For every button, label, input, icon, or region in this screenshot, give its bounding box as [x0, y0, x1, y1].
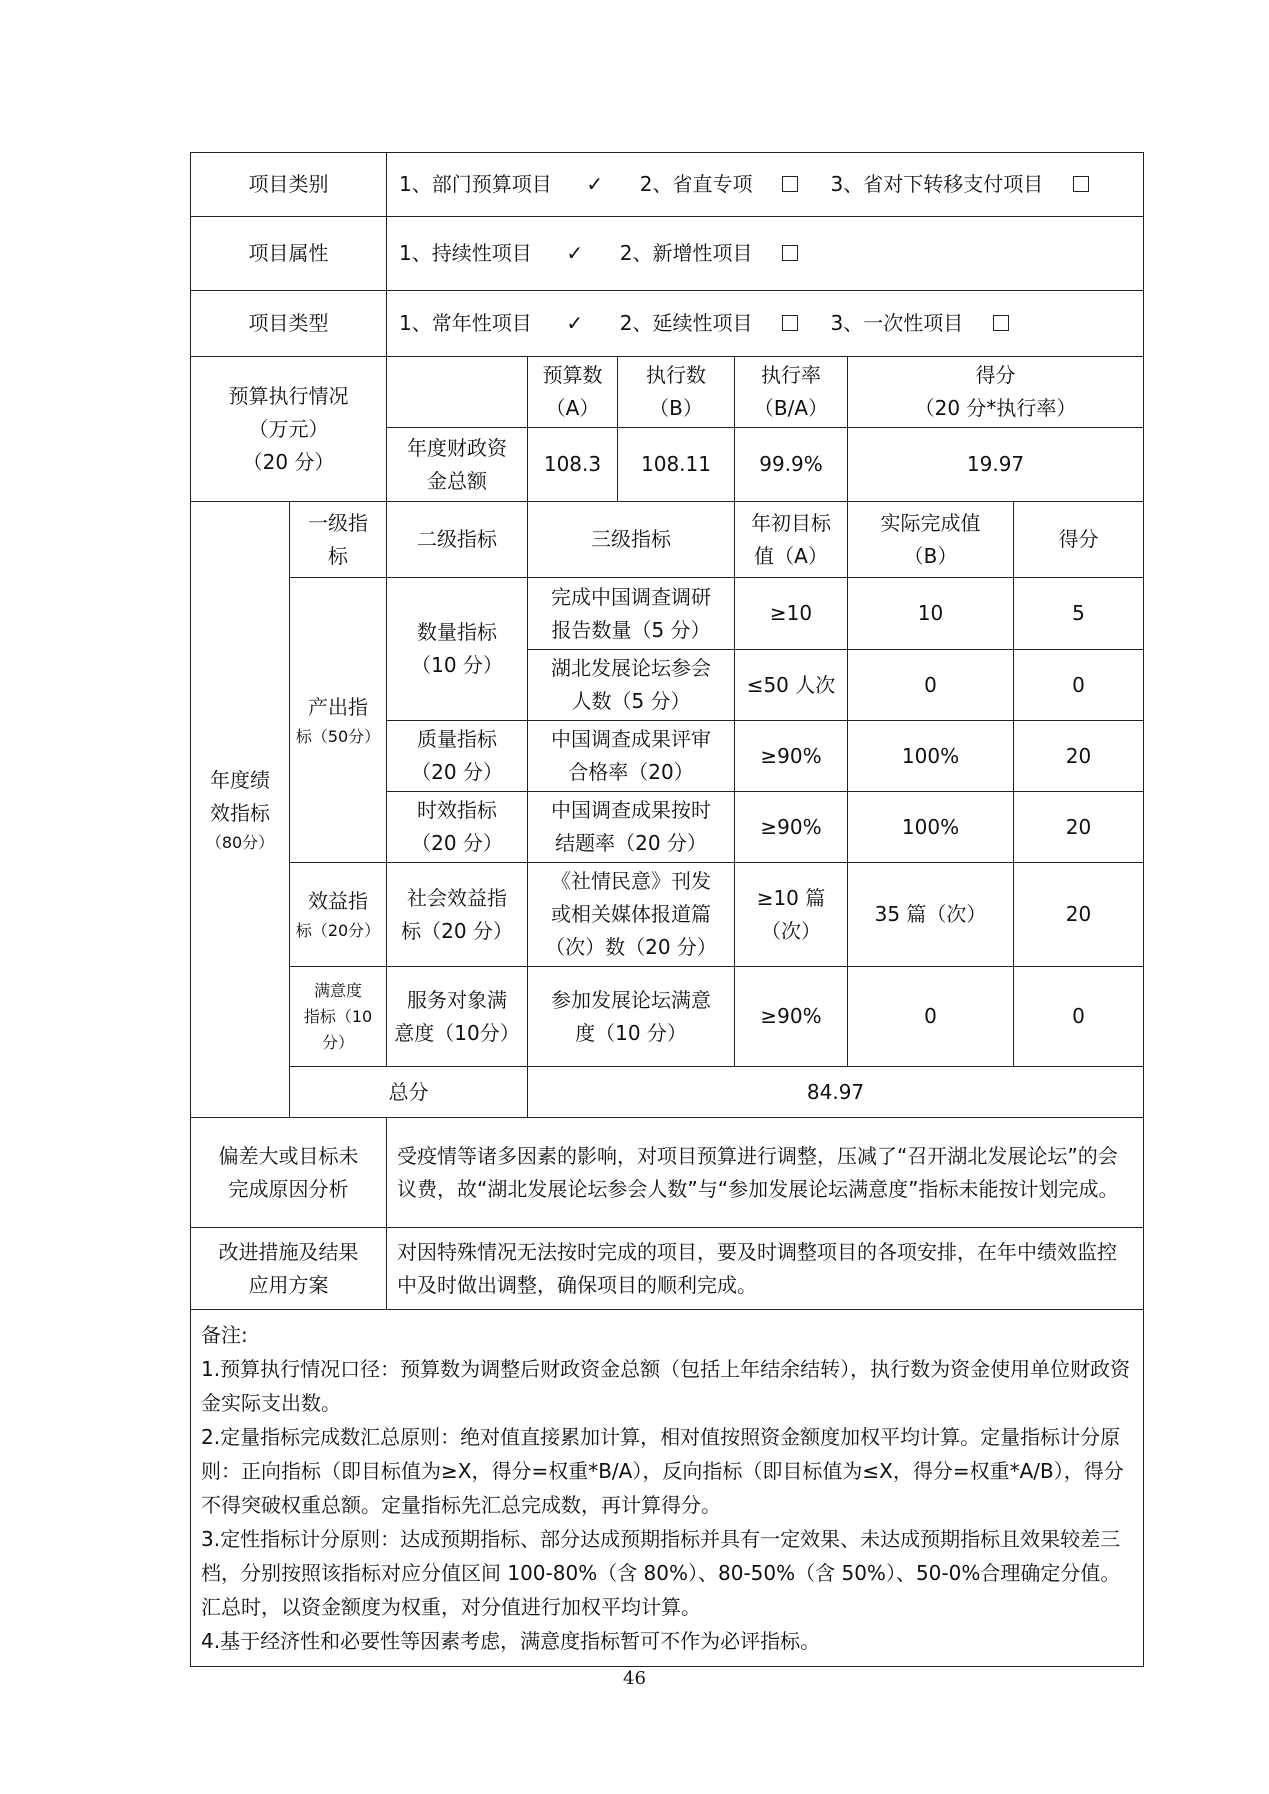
label-text: 效益指 [308, 889, 368, 913]
header-text: （B） [903, 543, 958, 568]
header-text: 执行率 [761, 363, 821, 387]
target-cell: ≥10 [735, 578, 848, 650]
budget-label [191, 357, 387, 502]
notes-block [191, 1310, 1144, 1667]
header-text: 一级指 [308, 510, 368, 535]
label-text: 数量指标 [417, 620, 497, 644]
checkbox-empty-icon [1073, 176, 1089, 192]
exec-value: 108.11 [618, 428, 735, 502]
type-option-1: 1、常年性项目 [399, 311, 532, 335]
row-notes [191, 1310, 1144, 1667]
section-text: （80分） [205, 832, 275, 852]
header-text: 执行数 [646, 363, 706, 387]
output-indicator-label [290, 578, 387, 863]
cell-text: 人数（5 分） [571, 689, 691, 713]
type-option-3: 3、一次性项目 [830, 311, 964, 335]
level3-cell [528, 721, 735, 792]
cell-text: （次）数（20 分） [545, 935, 717, 959]
category-label: 项目类别 [191, 153, 387, 217]
header-text: 实际完成值 [880, 510, 981, 535]
label-text: 偏差大或目标未 [218, 1143, 359, 1168]
category-option-1: 1、部门预算项目 [399, 172, 552, 196]
header-score [848, 357, 1144, 428]
note-item: 2.定量指标完成数汇总原则：绝对值直接累加计算，相对值按照资金额度加权平均计算。定量指标计分原则：正向指标（即目标值为≥X，得分=权重*B/A），反向指标（即目标值为≤X，得分=权重*A/B），得分不得突破权重总额。定量指标先汇总完成数，再计算得分。 [201, 1425, 1124, 1517]
note-item: 3.定性指标计分原则：达成预期指标、部分达成预期指标并具有一定效果、未达成预期指标且效果较差三档，分别按照该指标对应分值区间 100-80%（含 80%）、80-50%（含 50%）、50-0%合理确定分值。汇总时，以资金额度为权重，对分值进行加权平均计算。 [201, 1527, 1121, 1619]
header-text: （B） [649, 396, 703, 420]
header-text: 值（A） [754, 543, 828, 568]
header-text: （A） [545, 396, 600, 420]
actual-cell: 0 [848, 650, 1014, 721]
checkbox-empty-icon [782, 245, 798, 261]
actual-cell: 0 [848, 967, 1014, 1067]
label-text: 产出指 [308, 694, 368, 719]
row-total [191, 1067, 1144, 1118]
label-text: 满意度 [313, 980, 362, 1000]
type-option-2: 2、延续性项目 [619, 311, 753, 335]
actual-cell: 100% [848, 721, 1014, 792]
note-item: 1.预算执行情况口径：预算数为调整后财政资金总额（包括上年结余结转），执行数为资金使用单位财政资金实际支出数。 [201, 1357, 1131, 1415]
header-text: （20 分*执行率） [914, 396, 1077, 420]
category-option-2: 2、省直专项 [639, 172, 753, 196]
deviation-label [191, 1118, 387, 1228]
deviation-text: 受疫情等诸多因素的影响，对项目预算进行调整，压减了“召开湖北发展论坛”的会议费，故“湖北发展论坛参会人数”与“参加发展论坛满意度”指标未能按计划完成。 [387, 1118, 1144, 1228]
table-row [191, 967, 1144, 1067]
cell-text: 或相关媒体报道篇 [551, 902, 711, 926]
category-options [387, 153, 1144, 217]
actual-cell: 35 篇（次） [848, 863, 1014, 967]
cell-text: 完成中国调查调研 [551, 584, 711, 609]
cell-text: 报告数量（5 分） [551, 617, 711, 642]
notes-title: 备注: [201, 1323, 248, 1347]
social-indicator-label [387, 863, 528, 967]
label-text: 完成原因分析 [228, 1176, 349, 1201]
target-cell: ≤50 人次 [735, 650, 848, 721]
attribute-option-2: 2、新增性项目 [619, 241, 753, 265]
label-text: 意度（10分） [394, 1020, 520, 1045]
table-row [191, 578, 1144, 650]
score-cell: 0 [1014, 650, 1144, 721]
row-deviation [191, 1118, 1144, 1228]
row-project-category [191, 153, 1144, 217]
check-icon: ✓ [566, 311, 584, 335]
improvement-text: 对因特殊情况无法按时完成的项目，要及时调整项目的各项安排，在年中绩效监控中及时做出调整，确保项目的顺利完成。 [387, 1228, 1144, 1310]
total-label: 总分 [290, 1067, 528, 1118]
label-text: 分） [321, 1032, 354, 1052]
note-item: 4.基于经济性和必要性等因素考虑，满意度指标暂可不作为必评指标。 [201, 1629, 821, 1653]
header-text: 预算数 [542, 363, 603, 387]
label-text: 应用方案 [248, 1272, 329, 1297]
level3-cell [528, 863, 735, 967]
level3-cell [528, 650, 735, 721]
checkbox-empty-icon [993, 315, 1009, 331]
attribute-label: 项目属性 [191, 217, 387, 291]
target-cell: ≥90% [735, 792, 848, 863]
cell-text: 《社情民意》刊发 [551, 869, 711, 893]
label-text: （20 分） [411, 760, 503, 784]
improvement-label [191, 1228, 387, 1310]
type-options [387, 291, 1144, 357]
cell-text: （次） [761, 918, 821, 943]
header-level2: 二级指标 [387, 502, 528, 578]
label-text: 标（50分） [295, 726, 381, 746]
label-text: 改进措施及结果 [218, 1239, 359, 1264]
header-text: （B/A） [753, 396, 829, 420]
header-actual [848, 502, 1014, 578]
label-text: （20 分） [411, 831, 503, 855]
performance-table [190, 152, 1144, 1667]
level3-cell [528, 792, 735, 863]
header-text: 年初目标 [751, 510, 831, 535]
label-text: 金总额 [427, 468, 487, 493]
page-number: 46 [623, 1668, 646, 1689]
type-label: 项目类型 [191, 291, 387, 357]
actual-cell: 10 [848, 578, 1014, 650]
budget-blank-cell [387, 357, 528, 428]
check-icon: ✓ [586, 172, 604, 196]
quantity-indicator-label [387, 578, 528, 721]
row-improvement [191, 1228, 1144, 1310]
label-text: 标（20分） [295, 921, 381, 940]
rate-value: 99.9% [735, 428, 848, 502]
label-text: 年度财政资 [407, 435, 507, 460]
target-cell: ≥90% [735, 721, 848, 792]
service-indicator-label [387, 967, 528, 1067]
header-text: 得分 [975, 363, 1016, 387]
cell-text: 合格率（20） [568, 760, 694, 784]
label-text: 指标（10 [303, 1006, 373, 1026]
quality-indicator-label [387, 721, 528, 792]
benefit-indicator-label [290, 863, 387, 967]
header-rate [735, 357, 848, 428]
cell-text: 结题率（20 分） [555, 831, 707, 855]
cell-text: 中国调查成果评审 [551, 727, 711, 751]
header-budget [528, 357, 618, 428]
total-value: 84.97 [528, 1067, 1144, 1118]
budget-label-line: （20 分） [242, 449, 335, 474]
checkbox-empty-icon [782, 176, 798, 192]
checkbox-empty-icon [782, 315, 798, 331]
section-text: 年度绩 [210, 767, 270, 792]
label-text: 标（20 分） [401, 918, 513, 943]
score-cell: 20 [1014, 721, 1144, 792]
annual-funds-label [387, 428, 528, 502]
check-icon: ✓ [566, 241, 584, 265]
cell-text: 度（10 分） [575, 1020, 687, 1045]
satisfaction-indicator-label [290, 967, 387, 1067]
row-indicator-header [191, 502, 1144, 578]
header-level1 [290, 502, 387, 578]
level3-cell [528, 967, 735, 1067]
label-text: 社会效益指 [407, 885, 507, 910]
actual-cell: 100% [848, 792, 1014, 863]
budget-label-line: 预算执行情况 [228, 383, 349, 408]
section-text: 效指标 [210, 800, 270, 825]
score-value: 19.97 [848, 428, 1144, 502]
budget-label-line: （万元） [248, 416, 329, 441]
target-cell [735, 863, 848, 967]
cell-text: 中国调查成果按时 [551, 798, 711, 822]
header-text: 标 [328, 543, 348, 568]
header-score: 得分 [1014, 502, 1144, 578]
row-project-type [191, 291, 1144, 357]
target-cell: ≥90% [735, 967, 848, 1067]
row-project-attribute [191, 217, 1144, 291]
budget-value: 108.3 [528, 428, 618, 502]
attribute-options [387, 217, 1144, 291]
score-cell: 20 [1014, 863, 1144, 967]
attribute-option-1: 1、持续性项目 [399, 241, 532, 265]
category-option-3: 3、省对下转移支付项目 [830, 172, 1044, 196]
score-cell: 0 [1014, 967, 1144, 1067]
label-text: （10 分） [411, 653, 503, 677]
label-text: 时效指标 [417, 798, 497, 822]
label-text: 质量指标 [417, 727, 497, 751]
score-cell: 5 [1014, 578, 1144, 650]
header-level3: 三级指标 [528, 502, 735, 578]
row-budget-header [191, 357, 1144, 428]
timeliness-indicator-label [387, 792, 528, 863]
level3-cell [528, 578, 735, 650]
score-cell: 20 [1014, 792, 1144, 863]
table-row [191, 863, 1144, 967]
label-text: 服务对象满 [407, 987, 507, 1012]
cell-text: 参加发展论坛满意 [551, 987, 711, 1012]
header-target [735, 502, 848, 578]
cell-text: ≥10 篇 [756, 885, 826, 910]
header-exec [618, 357, 735, 428]
cell-text: 湖北发展论坛参会 [551, 656, 711, 680]
indicator-section-label [191, 502, 290, 1118]
